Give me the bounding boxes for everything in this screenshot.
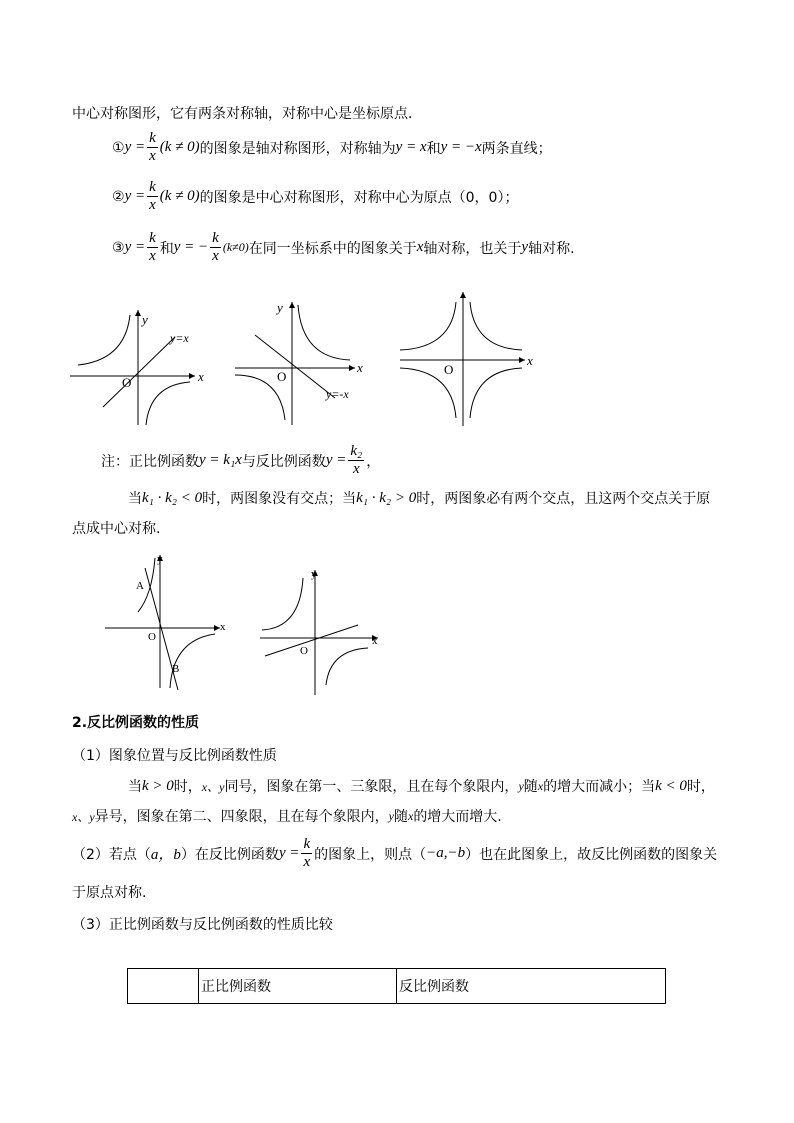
g4-y-label: y — [157, 553, 163, 565]
point-b-label: B — [172, 663, 180, 675]
g2-line-label: y=-x — [326, 387, 349, 401]
g1-line-label: y=x — [170, 331, 189, 345]
graph-4 — [105, 555, 220, 690]
note-fraction: $\frac{\text{k₂}}{x}$ — [350, 443, 363, 477]
g2-x-label: x — [357, 360, 363, 375]
g4-x-label: x — [220, 621, 226, 633]
table-header-cell: 反比例函数 — [397, 969, 666, 1004]
intro-line: 中心对称图形，它有两条对称轴，对称中心是坐标原点． — [72, 106, 422, 122]
item-1: ① y = $\frac{k}{x}$ (k ≠ 0) 的图象是轴对称图形，对称轴为 y = x 和 y = −x 两条直线； — [112, 130, 552, 164]
comparison-table — [127, 968, 666, 1004]
g3-x-label: x — [527, 353, 533, 368]
intersection-graphs — [100, 550, 390, 695]
item-1-marker: ① — [112, 139, 125, 156]
note-line-1: 注：正比例函数 y = k₁x 与反比例函数 y = $\frac{\text{k₂}}{x}$ ， — [101, 443, 381, 477]
symmetry-graphs — [70, 290, 540, 430]
s2-para-2: 于原点对称. — [72, 885, 147, 901]
graph-2 — [235, 302, 355, 425]
g1-x-label: x — [198, 369, 204, 384]
g4-origin: O — [148, 631, 156, 643]
graph-1 — [70, 310, 195, 425]
s1-para-1: 当 k > 0 时， x、y 同号，图象在第一、三象限，且在每个象限内， y 随 x 的增大而减小；当 k < 0 时， — [128, 777, 715, 795]
g5-x-label: x — [372, 635, 378, 647]
item-2-fraction: $\frac{k}{x}$ — [149, 179, 156, 213]
section-2-heading: 2.反比例函数的性质 — [72, 715, 200, 731]
g1-y-label: y — [142, 312, 148, 327]
graph-5 — [260, 570, 378, 695]
item-3: ③ y = $\frac{k}{x}$ 和 y = − $\frac{k}{x}$ (k≠0) 在同一坐标系中的图象关于 x 轴对称，也关于 y 轴对称. — [112, 230, 575, 264]
table-header-row — [128, 969, 666, 1004]
g2-origin: O — [277, 369, 287, 384]
s1-para-2: x、y 异号，图象在第二、四象限，且在每个象限内， y 随 x 的增大而增大. — [72, 808, 502, 825]
item-2-marker: ② — [112, 188, 125, 205]
s2-para-1: （2）若点（ a，b ）在反比例函数 y = $\frac{k}{x}$ 的图象上，则点（ −a,−b ）也在此图象上，故反比例函数的图象关 — [72, 836, 718, 870]
item-2: ② y = $\frac{k}{x}$ (k ≠ 0) 的图象是中心对称图形，对称中心为原点（0，0）； — [112, 179, 519, 213]
item-1-fraction: $\frac{k}{x}$ — [149, 130, 156, 164]
table-header-cell: 正比例函数 — [199, 969, 397, 1004]
item-3-marker: ③ — [112, 239, 125, 256]
table-header-cell — [128, 969, 199, 1004]
g3-origin: O — [444, 362, 454, 377]
point-a-label: A — [136, 580, 144, 592]
g2-y-label: y — [277, 300, 283, 315]
note-line-3: 点成中心对称. — [72, 521, 161, 537]
s3-title: （3）正比例函数与反比例函数的性质比较 — [72, 917, 333, 933]
g1-origin: O — [122, 375, 132, 390]
s1-title: （1）图象位置与反比例函数性质 — [72, 748, 277, 764]
g5-origin: O — [300, 645, 308, 657]
g5-y-label: y — [311, 568, 317, 580]
graph-3 — [400, 292, 525, 426]
note-line-2: 当 k₁ · k₂ < 0 时，两图象没有交点；当 k₁ · k₂ > 0 时，两图象必有两个交点，且这两个交点关于原 — [128, 489, 711, 507]
